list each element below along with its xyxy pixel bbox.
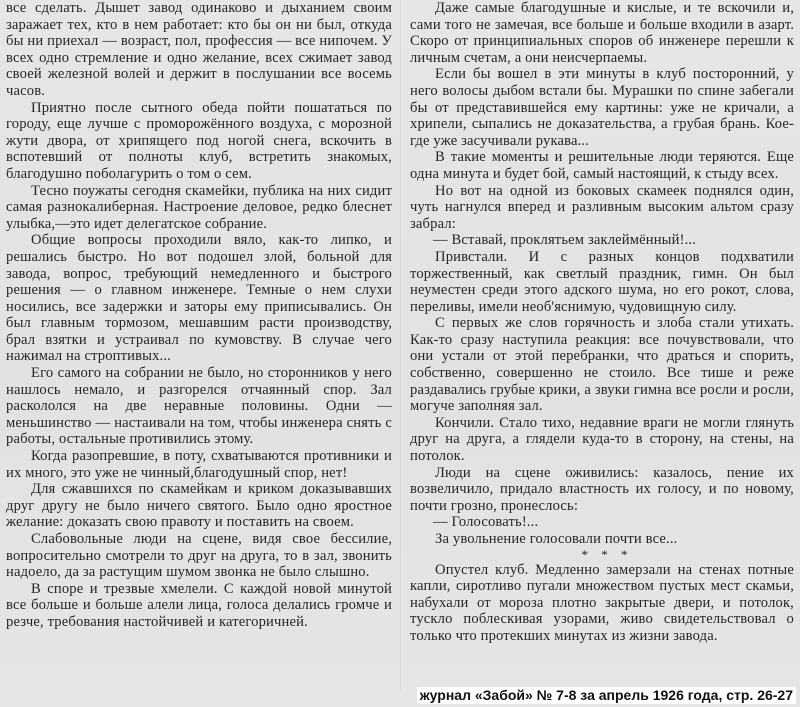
paragraph: Тесно поужаты сегодня скамейки, публика на них сидит самая разнокалиберная. Настроение деловое, редко блеснет улыбка,—это идет делегатское собрание. [6,182,392,232]
paragraph: Но вот на одной из боковых скамеек поднялся один, чуть нагнулся вперед и разливным высоким альтом сразу забрал: [410,182,794,232]
paragraph: Люди на сцене оживились: казалось, пение их возвеличило, придало властность их голосу, и по новому, почти грозно, пронеслось: [410,464,794,514]
paragraph: Для сжавшихся по скамейкам и криком доказывавших друг другу не было ничего святого. Было одно яростное желание: доказать свою правоту и поставить на своем. [6,481,392,531]
paragraph: все сделать. Дышет завод одинаково и дыханием своим заражает тех, кто в нем работает: кто бы он ни был, откуда бы ни приехал — возраст, пол, профессия — все нипочем. У всех одно стремление и одно желание, всех сжимает завод своей железной волей и держит в послушании все восемь часов. [6,0,392,99]
column-gutter [400,0,401,690]
dialogue-line: — Голосовать!... [433,514,539,531]
dialogue-line: — Вставай, проклятьем заклеймённый!... [433,232,697,249]
paragraph: Когда разопревшие, в поту, схватываются противники и их много, это уже не чинный,благодушный спор, нет! [6,448,392,481]
paragraph: Привстали. И с разных концов подхватили торжественный, как светлый праздник, гимн. Он был неуместен среди этого адского шума, но его рокот, слова, переливы, имели необ'яснимую, чудовищную силу. [410,248,794,315]
paragraph: Кончили. Стало тихо, недавние враги не могли глянуть друг на друга, а глядели куда-то в сторону, на стены, на потолок. [410,414,794,465]
section-break: * * * [581,546,633,562]
right-text-column [410,0,794,645]
paragraph: Опустел клуб. Медленно замерзали на стенах потные капли, сиротливо пугали множеством пустых мест скамьи, набухали от мороза плотно закрытые двери, и потолок, тускло поблескивая узорами, живо свидетельствовал о только что протекших минутах из жизни завода. [410,561,794,644]
paragraph: Даже самые благодушные и кислые, и те вскочили и, сами того не замечая, все больше и больше входили в азарт. Скоро от принципиальных споров об инженере перешли к личным счетам, а они неисчерпаемы. [410,0,794,66]
left-text-column [6,0,392,631]
paragraph: Если бы вошел в эти минуты в клуб посторонний, у него волосы дыбом встали бы. Мурашки по спине забегали бы от представившейся ему картины: уже не кричали, а хрипели, сыпались не доказательства, а грубая брань. Кое-где уже засучивали рукава... [410,66,794,149]
paragraph: За увольнение голосовали почти все... [435,531,678,547]
paragraph: Приятно после сытного обеда пойти пошататься по городу, еще лучше с проморожённого воздуха, с морозной жути двора, от хрипящего под ногой снега, вскочить в вспотевший от полноты клуб, встретить знакомых, благодушно поболагурить о том о сем. [6,99,392,182]
source-caption: журнал «Забой» № 7-8 за апрель 1926 года, стр. 26-27 [417,687,796,704]
paragraph: Его самого на собрании не было, но сторонников у него нашлось немало, и разгорелся отчаянный спор. Зал раскололся на две неравные половины. Одни — меньшинство — настаивали на том, чтобы инженера снять с работы, остальные противились этому. [6,365,392,448]
paragraph: Слабовольные люди на сцене, видя свое бессилие, вопросительно смотрели то друг на друга, то в зал, звонить надоело, да за растущим шумом звонка не было слышно. [6,531,392,581]
paragraph: Общие вопросы проходили вяло, как-то липко, и решались быстро. Но вот подошел злой, больной для завода, вопрос, требующий немедленного и быстрого решения — о главном инженере. Темные о нем слухи носились, все задержки и заторы ему приписывались. Он был главным тормозом, мешавшим расти производству, брал взятки и устраивал по кумовству. В случае чего нажимал на строптивых... [6,232,392,365]
paragraph: В такие моменты и решительные люди теряются. Еще одна минута и будет бой, самый настоящий, к стыду всех. [410,149,794,182]
paragraph: В споре и трезвые хмелели. С каждой новой минутой все больше и больше алели лица, голоса делались громче и резче, требования настойчивей и категоричней. [6,580,392,630]
paragraph: С первых же слов горячность и злоба стали утихать. Как-то сразу наступила реакция: все почувствовали, что они устали от этой перебранки, что драться и спорить, собственно, совершенно не стоило. Все тише и реже раздавались грубые крики, а звуки гимна все росли и росли, могуче заполняя зал. [410,315,794,415]
